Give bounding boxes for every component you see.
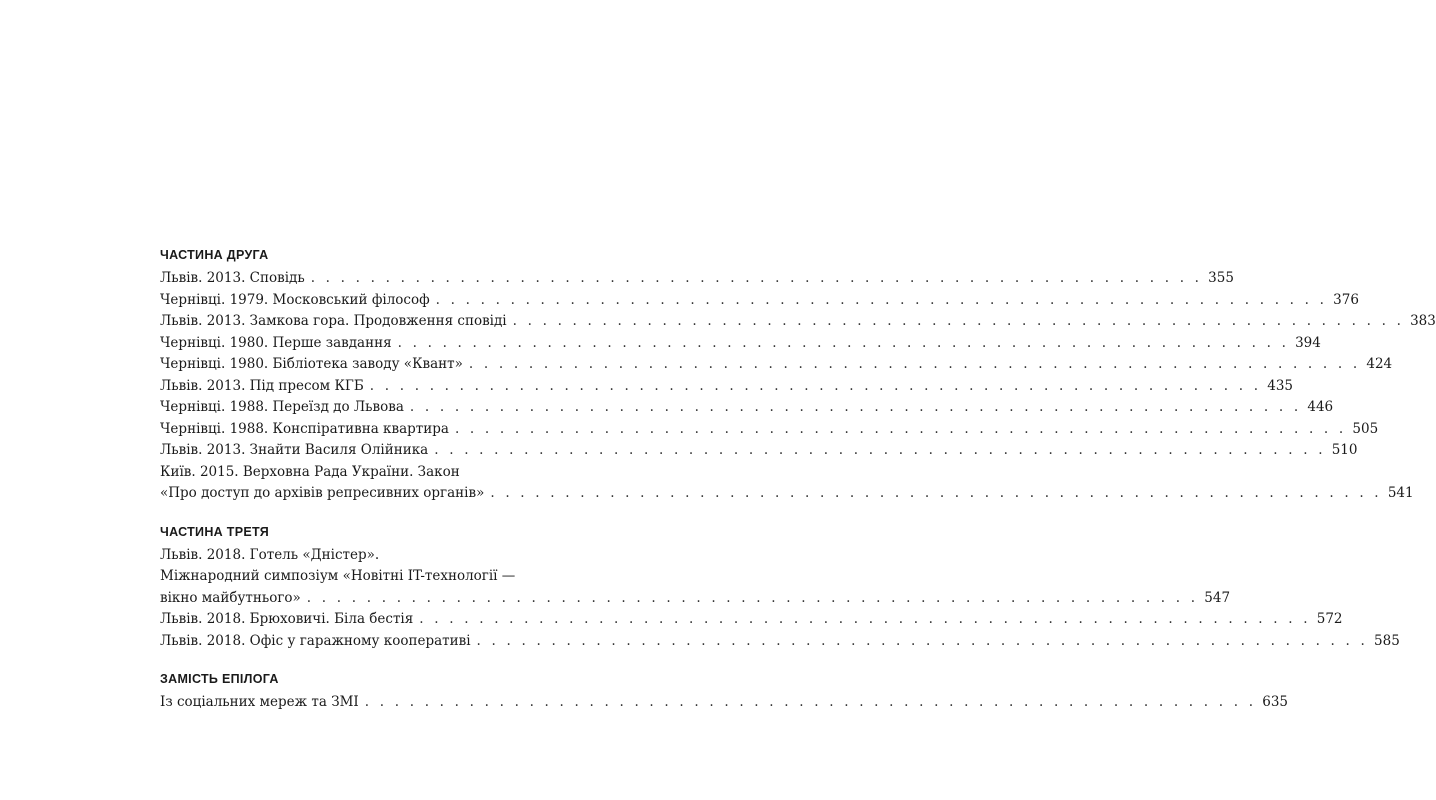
toc-entry-line	[160, 440, 1358, 462]
toc-entry-line	[160, 376, 1294, 398]
toc-entry-line	[160, 631, 1400, 653]
page-number: 435	[1267, 377, 1294, 394]
section-title: ЧАСТИНА ТРЕТЯ	[160, 524, 270, 539]
page-number: 424	[1366, 356, 1393, 372]
page-number: 510	[1331, 442, 1358, 458]
toc-entry-title: Львів. 2013. Знайти Василя Олійника	[160, 442, 429, 458]
toc-entry-title: Львів. 2013. Під пресом КГБ	[160, 377, 364, 394]
toc-entry[interactable]	[160, 545, 1231, 610]
toc-entry-line	[160, 566, 605, 588]
dot-leader: . . . . . . . . . . . . . . . . . . . . . . . . . . . . . . . . . . . . . . . . . . . . . . . . . . . . . . . . . . . .	[476, 632, 1369, 649]
table-of-contents	[160, 244, 1436, 714]
toc-entry-title: Київ. 2015. Верховна Рада України. Закон	[160, 463, 460, 480]
dot-leader: . . . . . . . . . . . . . . . . . . . . . . . . . . . . . . . . . . . . . . . . . . . . . . . . . . . . . . . . . . . .	[369, 377, 1262, 394]
dot-leader: . . . . . . . . . . . . . . . . . . . . . . . . . . . . . . . . . . . . . . . . . . . . . . . . . . . . . . . . . . . .	[364, 694, 1257, 710]
toc-entry-title: Чернівці. 1980. Бібліотека заводу «Квант»	[160, 356, 463, 372]
toc-entry-line	[160, 419, 1379, 441]
dot-leader: . . . . . . . . . . . . . . . . . . . . . . . . . . . . . . . . . . . . . . . . . . . . . . . . . . . . . . . . . . . .	[306, 589, 1199, 606]
toc-entry-line	[160, 609, 1343, 631]
section-title: ЗАМІСТЬ ЕПІЛОГА	[160, 672, 279, 686]
toc-entry-line	[160, 588, 1231, 610]
toc-entry-line	[160, 397, 1334, 419]
toc-entry-line	[160, 483, 1414, 505]
page-number: 376	[1333, 291, 1359, 308]
toc-entry[interactable]	[160, 631, 1400, 653]
toc-entry-line	[160, 290, 1359, 312]
page-number: 383	[1410, 313, 1436, 329]
page-number: 394	[1295, 334, 1321, 351]
toc-entry-title: Міжнародний симпозіум «Новітні IT-технології —	[160, 568, 516, 584]
dot-leader: . . . . . . . . . . . . . . . . . . . . . . . . . . . . . . . . . . . . . . . . . . . . . . . . . . . . . . . . . . . .	[490, 485, 1382, 501]
dot-leader: . . . . . . . . . . . . . . . . . . . . . . . . . . . . . . . . . . . . . . . . . . . . . . . . . . . . . . . . . . . .	[310, 270, 1203, 286]
toc-entry-title: Чернівці. 1988. Переїзд до Львова	[160, 399, 404, 415]
page-number: 505	[1352, 420, 1379, 437]
dot-leader: . . . . . . . . . . . . . . . . . . . . . . . . . . . . . . . . . . . . . . . . . . . . . . . . . . . . . . . . . . . .	[468, 356, 1361, 372]
dot-leader: . . . . . . . . . . . . . . . . . . . . . . . . . . . . . . . . . . . . . . . . . . . . . . . . . . . . . . . . . . . .	[419, 611, 1311, 627]
toc-entry-line	[160, 462, 605, 484]
toc-entry-title: Львів. 2018. Брюховичі. Біла бестія	[160, 611, 414, 627]
section-title: ЧАСТИНА ДРУГА	[160, 248, 269, 262]
toc-entry-title: вікно майбутнього»	[160, 589, 301, 606]
toc-entry-title: Чернівці. 1980. Перше завдання	[160, 334, 392, 351]
toc-entry[interactable]	[160, 692, 1289, 714]
dot-leader: . . . . . . . . . . . . . . . . . . . . . . . . . . . . . . . . . . . . . . . . . . . . . . . . . . . . . . . . . . . .	[512, 313, 1405, 329]
toc-entry[interactable]	[160, 311, 1436, 333]
page-number: 355	[1208, 270, 1234, 286]
toc-entry-line	[160, 692, 1289, 714]
toc-entry-title: Чернівці. 1988. Конспіративна квартира	[160, 420, 449, 437]
toc-entry-line	[160, 268, 1234, 290]
toc-entry-line	[160, 311, 1436, 333]
toc-entry-title: Львів. 2013. Сповідь	[160, 270, 305, 286]
toc-entry-title: «Про доступ до архівів репресивних органів»	[160, 485, 485, 501]
toc-entry[interactable]	[160, 354, 1393, 376]
toc-entry-title: Львів. 2013. Замкова гора. Продовження сповіді	[160, 313, 507, 329]
dot-leader: . . . . . . . . . . . . . . . . . . . . . . . . . . . . . . . . . . . . . . . . . . . . . . . . . . . . . . . . . . . .	[454, 420, 1347, 437]
toc-entry[interactable]	[160, 290, 1359, 312]
toc-entry-line	[160, 333, 1321, 355]
toc-entry[interactable]	[160, 333, 1321, 355]
toc-entry-title: Львів. 2018. Офіс у гаражному кооперативі	[160, 632, 471, 649]
toc-section	[160, 521, 1400, 653]
toc-entry[interactable]	[160, 376, 1294, 398]
toc-entry-line	[160, 545, 605, 567]
toc-entry[interactable]	[160, 419, 1379, 441]
toc-entry[interactable]	[160, 268, 1234, 290]
page-number: 446	[1307, 399, 1334, 415]
toc-entry-line	[160, 354, 1393, 376]
page-number: 572	[1316, 611, 1343, 627]
page-number: 541	[1387, 485, 1414, 501]
toc-section	[160, 244, 1436, 505]
toc-entry[interactable]	[160, 397, 1334, 419]
toc-section	[160, 668, 1289, 714]
dot-leader: . . . . . . . . . . . . . . . . . . . . . . . . . . . . . . . . . . . . . . . . . . . . . . . . . . . . . . . . . . . .	[409, 399, 1302, 415]
toc-entry-title: Із соціальних мереж та ЗМІ	[160, 694, 359, 710]
page-number: 547	[1204, 589, 1231, 606]
dot-leader: . . . . . . . . . . . . . . . . . . . . . . . . . . . . . . . . . . . . . . . . . . . . . . . . . . . . . . . . . . . .	[434, 442, 1326, 458]
dot-leader: . . . . . . . . . . . . . . . . . . . . . . . . . . . . . . . . . . . . . . . . . . . . . . . . . . . . . . . . . . . .	[397, 334, 1290, 351]
toc-entry[interactable]	[160, 440, 1358, 462]
toc-entry-title: Чернівці. 1979. Московський філософ	[160, 291, 430, 308]
dot-leader: . . . . . . . . . . . . . . . . . . . . . . . . . . . . . . . . . . . . . . . . . . . . . . . . . . . . . . . . . . . .	[435, 291, 1328, 308]
toc-entry-title: Львів. 2018. Готель «Дністер».	[160, 546, 380, 563]
toc-entry[interactable]	[160, 609, 1343, 631]
page-number: 635	[1262, 694, 1289, 710]
page-number: 585	[1374, 632, 1400, 649]
toc-entry[interactable]	[160, 462, 1414, 505]
